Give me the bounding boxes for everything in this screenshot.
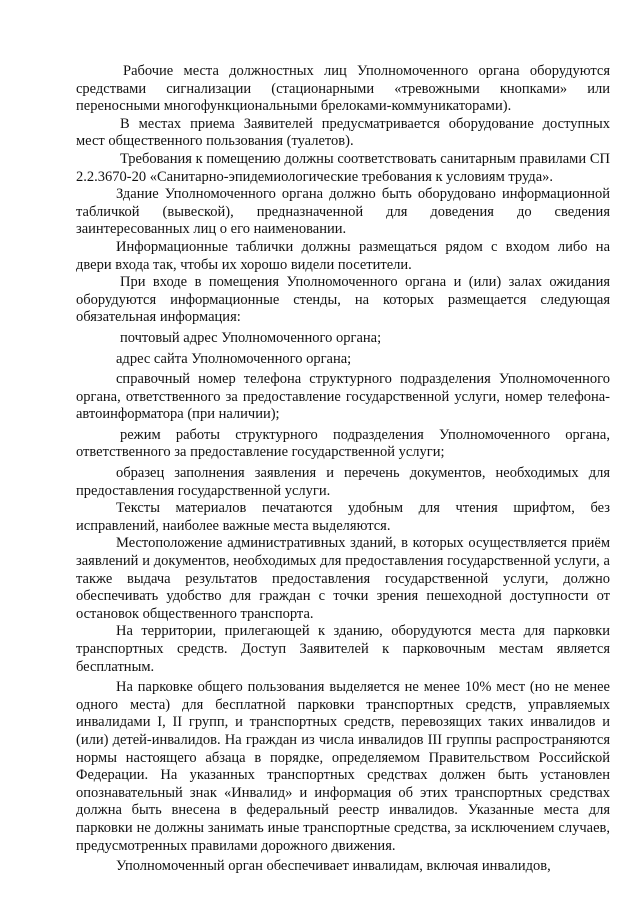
paragraph-info-stands: При входе в помещения Уполномоченного органа и (или) залах ожидания оборудуются информационные стенды, на которых размещается следующая обязательная информация:	[76, 274, 610, 326]
paragraph-accessibility: Уполномоченный орган обеспечивает инвалидам, включая инвалидов,	[116, 858, 551, 875]
paragraph-building-sign: Здание Уполномоченного органа должно быть оборудовано информационной табличкой (вывеской), предназначенной для доведения до сведения заинтересованных лиц о его наименовании.	[76, 186, 610, 238]
paragraph-parking-area: На территории, прилегающей к зданию, оборудуются места для парковки транспортных средств. Доступ Заявителей к парковочным местам является бесплатным.	[76, 623, 610, 675]
list-item-application-sample: образец заполнения заявления и перечень документов, необходимых для предоставления государственной услуги.	[76, 465, 610, 499]
paragraph-public-toilets: В местах приема Заявителей предусматривается оборудование доступных мест общественного пользования (туалетов).	[76, 115, 610, 150]
list-item-working-hours: режим работы структурного подразделения Уполномоченного органа, ответственного за предоставление государственной услуги;	[76, 426, 610, 461]
list-item-website-address: адрес сайта Уполномоченного органа;	[116, 350, 352, 367]
paragraph-alarm-equipment: Рабочие места должностных лиц Уполномоченного органа оборудуются средствами сигнализации (стационарными «тревожными кнопками» или переносными многофункциональными брелоками-коммуникаторами).	[76, 63, 610, 115]
list-item-phone-number: справочный номер телефона структурного подразделения Уполномоченного органа, ответственного за предоставление государственной услуги, номер телефона-автоинформатора (при наличии);	[76, 371, 610, 423]
paragraph-text-materials: Тексты материалов печатаются удобным для чтения шрифтом, без исправлений, наиболее важные места выделяются.	[76, 500, 610, 534]
paragraph-sign-placement: Информационные таблички должны размещаться рядом с входом либо на двери входа так, чтобы их хорошо видели посетители.	[76, 238, 610, 273]
list-item-postal-address: почтовый адрес Уполномоченного органа;	[120, 329, 382, 346]
paragraph-disabled-parking: На парковке общего пользования выделяется не менее 10% мест (но не менее одного места) для бесплатной парковки транспортных средств, управляемых инвалидами I, II групп, и транспортных средств, перевозящих таких инвалидов и (или) детей-инвалидов. На граждан из числа инвалидов III группы распространяются нормы настоящего абзаца в порядке, определяемом Правительством Российской Федерации. На указанных транспортных средствах должен быть установлен опознавательный знак «Инвалид» и информация об этих транспортных средствах должна быть внесена в федеральный реестр инвалидов. Указанные места для парковки не должны занимать иные транспортные средства, за исключением случаев, предусмотренных правилами дорожного движения.	[76, 679, 610, 854]
paragraph-building-location: Местоположение административных зданий, в которых осуществляется приём заявлений и документов, необходимых для предоставления государственной услуги, а также выдача результатов предоставления государственной услуги, должно обеспечивать удобство для граждан с точки зрения пешеходной доступности от остановок общественного транспорта.	[76, 535, 610, 622]
paragraph-sanitary-rules: Требования к помещению должны соответствовать санитарным правилами СП 2.2.3670-20 «Санитарно-эпидемиологические требования к условиям труда».	[76, 150, 610, 185]
